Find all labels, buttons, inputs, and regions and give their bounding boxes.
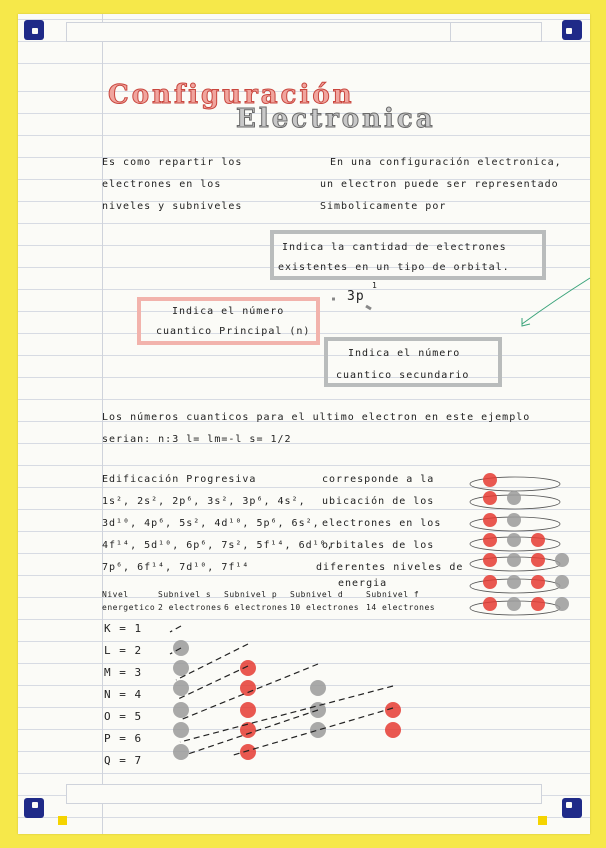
intro-right-line: En una configuración electronica,	[330, 157, 562, 168]
table-header: Subnivel s	[158, 590, 212, 599]
orbital-electron-dot	[555, 597, 569, 611]
progression-right-line: energia	[338, 578, 388, 589]
table-header: energetico	[102, 603, 156, 612]
electron-dot	[240, 744, 256, 760]
energy-level-label: N = 4	[104, 688, 143, 701]
orbital-electron-dot	[483, 575, 497, 589]
electron-dot	[310, 680, 326, 696]
table-header: 6 electrones	[224, 603, 288, 612]
orbital-superscript: 1	[372, 281, 378, 290]
energy-level-label: L = 2	[104, 644, 143, 657]
secondary-box-line: Indica el número	[348, 348, 461, 359]
orbital-electron-dot	[483, 597, 497, 611]
progression-line: 4f¹⁴, 5d¹⁰, 6p⁶, 7s², 5f¹⁴, 6d¹⁰,	[102, 540, 334, 551]
electron-dot	[173, 744, 189, 760]
orbital-ring-diagram	[470, 473, 569, 615]
orbital-electron-dot	[507, 533, 521, 547]
progression-line: 1s², 2s², 2p⁶, 3s², 3p⁶, 4s²,	[102, 496, 306, 507]
orbital-electron-dot	[507, 575, 521, 589]
orbital-electron-dot	[507, 513, 521, 527]
orbital-electron-dot	[531, 575, 545, 589]
progression-line: 7p⁶, 6f¹⁴, 7d¹⁰, 7f¹⁴	[102, 562, 250, 573]
title-line-1: Configuración	[108, 80, 355, 110]
orbital-electron-dot	[483, 513, 497, 527]
progression-right-line: diferentes niveles de	[316, 562, 464, 573]
secondary-box-line: cuantico secundario	[336, 370, 470, 381]
orbital-electron-dot	[507, 553, 521, 567]
electron-dot	[385, 722, 401, 738]
electron-dot	[240, 722, 256, 738]
electron-dot	[173, 680, 189, 696]
orbital-electron-dot	[483, 473, 497, 487]
quantum-numbers-line: serian: n:3 l= lm=-l s= 1/2	[102, 434, 292, 445]
quantity-box-line: Indica la cantidad de electrones	[282, 242, 507, 253]
table-header: Subnivel f	[366, 590, 420, 599]
electron-dot	[173, 660, 189, 676]
orbital-electron-dot	[483, 553, 497, 567]
filling-order-arrow	[170, 626, 181, 632]
orbital-symbol: 3p	[347, 289, 365, 304]
table-header: 10 electrones	[290, 603, 360, 612]
electron-dot	[173, 722, 189, 738]
electron-dot	[173, 702, 189, 718]
principal-box-line: Indica el número	[172, 306, 285, 317]
intro-right-line: un electron puede ser representado	[320, 179, 559, 190]
energy-level-label: Q = 7	[104, 754, 143, 767]
title-line-2: Electronica	[236, 104, 436, 134]
energy-level-label: K = 1	[104, 622, 143, 635]
orbital-electron-dot	[483, 533, 497, 547]
green-pen-mark	[522, 278, 590, 324]
energy-level-label: O = 5	[104, 710, 143, 723]
orbital-electron-dot	[555, 575, 569, 589]
energy-level-label: M = 3	[104, 666, 143, 679]
quantity-box-line: existentes en un tipo de orbital.	[278, 262, 510, 273]
progression-title: Edificación Progresiva	[102, 474, 257, 485]
energy-level-label: P = 6	[104, 732, 143, 745]
table-header: Subnivel p	[224, 590, 278, 599]
orbital-electron-dot	[507, 597, 521, 611]
filling-order-arrow	[180, 686, 393, 742]
electron-dot	[310, 722, 326, 738]
table-header: Subnivel d	[290, 590, 344, 599]
principal-box-line: cuantico Principal (n)	[156, 326, 311, 337]
electron-dot	[240, 680, 256, 696]
orbital-electron-dot	[483, 491, 497, 505]
orbital-electron-dot	[531, 533, 545, 547]
orbital-electron-dot	[555, 553, 569, 567]
intro-left-line: electrones en los	[102, 179, 222, 190]
table-header: 14 electrones	[366, 603, 436, 612]
table-header: 2 electrones	[158, 603, 222, 612]
arrow-mark	[366, 306, 371, 309]
progression-right-line: ubicación de los	[322, 496, 435, 507]
progression-right-line: corresponde a la	[322, 474, 435, 485]
table-header: Nivel	[102, 590, 129, 599]
quantum-numbers-line: Los números cuanticos para el ultimo electron en este ejemplo	[102, 412, 531, 423]
orbital-electron-dot	[531, 553, 545, 567]
progression-right-line: orbitales de los	[322, 540, 435, 551]
progression-right-line: electrones en los	[322, 518, 442, 529]
intro-left-line: Es como repartir los	[102, 157, 243, 168]
progression-line: 3d¹⁰, 4p⁶, 5s², 4d¹⁰, 5p⁶, 6s²,	[102, 518, 320, 529]
orbital-electron-dot	[507, 491, 521, 505]
electron-dot-diagram	[170, 626, 401, 760]
orbital-electron-dot	[531, 597, 545, 611]
intro-right-line: Simbolicamente por	[320, 201, 447, 212]
electron-dot	[240, 702, 256, 718]
intro-left-line: niveles y subniveles	[102, 201, 243, 212]
